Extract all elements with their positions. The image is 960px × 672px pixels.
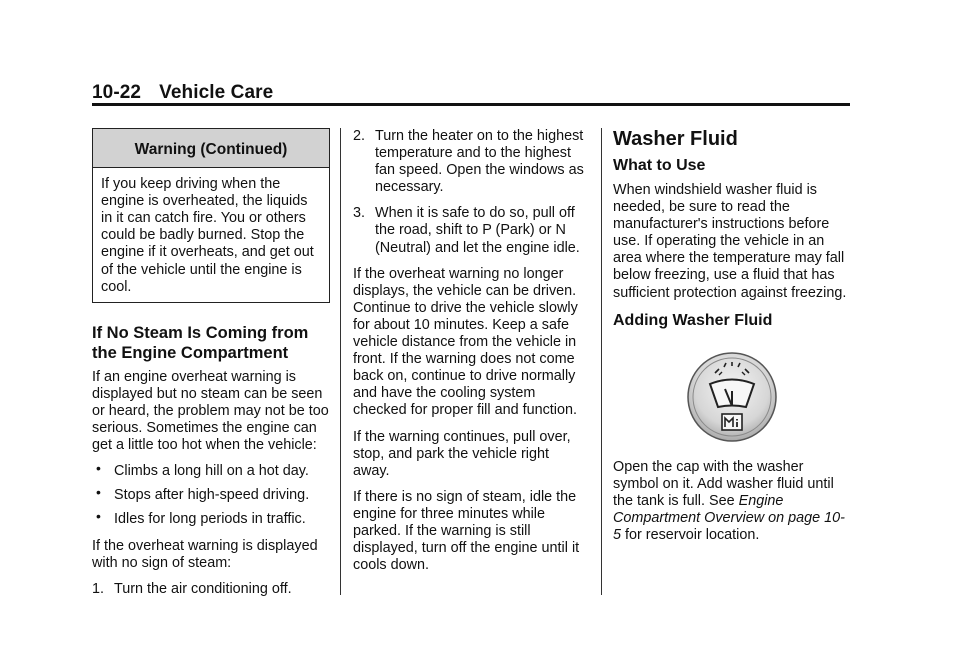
- step-number: 1.: [92, 580, 105, 597]
- warning-box: [92, 128, 330, 303]
- column-1: [92, 128, 330, 607]
- warning-body: If you keep driving when the engine is overheated, the liquids in it can catch fire. You or others could be badly burned. Stop the engine if it overheats, and get out of the vehicle until the engine is cool.: [101, 176, 314, 295]
- page-header: [92, 82, 850, 104]
- step-number: 3.: [353, 205, 366, 222]
- page-number: 10-22: [92, 82, 142, 103]
- paragraph: If there is no sign of steam, idle the engine for three minutes while parked. If the warning is still displayed, turn off the engine until it cools down.: [353, 488, 580, 574]
- list-item: • Stops after high-speed driving.: [92, 487, 330, 504]
- list-item: • Climbs a long hill on a hot day.: [92, 463, 330, 480]
- adding-washer-fluid-heading: Adding Washer Fluid: [613, 311, 773, 329]
- what-to-use-text: When windshield washer fluid is needed, be sure to read the manufacturer's instructions before use. If operating the vehicle in an area where the temperature may fall below freezing, use a fluid that has sufficient protection against freezing.: [613, 182, 847, 301]
- header-rule: [92, 103, 850, 106]
- step-text: Turn the heater on to the highest temperature and to the highest fan speed. Open the windows as necessary.: [375, 128, 584, 196]
- adding-washer-fluid-text: Open the cap with the washer symbol on it. Add washer fluid until the tank is full. See Engine Compartment Overview on page 10-5 for reservoir location.: [613, 458, 845, 544]
- list-item: • Idles for long periods in traffic.: [92, 511, 330, 528]
- warning-title: Warning (Continued): [93, 129, 329, 168]
- steps-list-part1: [92, 581, 330, 598]
- column-2: [353, 128, 589, 583]
- washer-symbol-figure: [613, 347, 850, 447]
- washer-fluid-cap-icon: [682, 347, 782, 447]
- reference-link[interactable]: Engine Compartment Overview on page 10-5: [613, 492, 845, 544]
- step-number: 2.: [353, 128, 366, 144]
- column-divider: [601, 128, 602, 595]
- step-item: [92, 581, 330, 598]
- column-divider: [340, 128, 341, 595]
- section-title: Vehicle Care: [159, 82, 274, 103]
- steps-lead: If the overheat warning is displayed with no sign of steam:: [92, 537, 318, 571]
- step-item: [353, 205, 589, 256]
- steps-list-part2: [353, 128, 589, 257]
- no-steam-heading: If No Steam Is Coming from the Engine Compartment: [92, 323, 309, 362]
- what-to-use-heading: What to Use: [613, 157, 706, 174]
- step-text: When it is safe to do so, pull off the road, shift to P (Park) or N (Neutral) and let the engine idle.: [375, 205, 580, 256]
- paragraph: If the warning continues, pull over, stop, and park the vehicle right away.: [353, 428, 571, 479]
- column-3: [613, 128, 850, 553]
- no-steam-intro: If an engine overheat warning is displayed but no steam can be seen or heard, the problem may not be too serious. Sometimes the engine can get a little too hot when the vehicle:: [92, 368, 329, 454]
- conditions-list: [92, 463, 330, 528]
- washer-fluid-title: Washer Fluid: [613, 128, 738, 150]
- step-item: [353, 128, 589, 196]
- paragraph: If the overheat warning no longer displays, the vehicle can be driven. Continue to drive the vehicle slowly for about 10 minutes. Keep a safe vehicle distance from the vehicle in front. If the warning does not come back on, continue to drive normally and have the cooling system checked for proper fill and function.: [353, 265, 578, 419]
- step-text: Turn the air conditioning off.: [114, 580, 292, 597]
